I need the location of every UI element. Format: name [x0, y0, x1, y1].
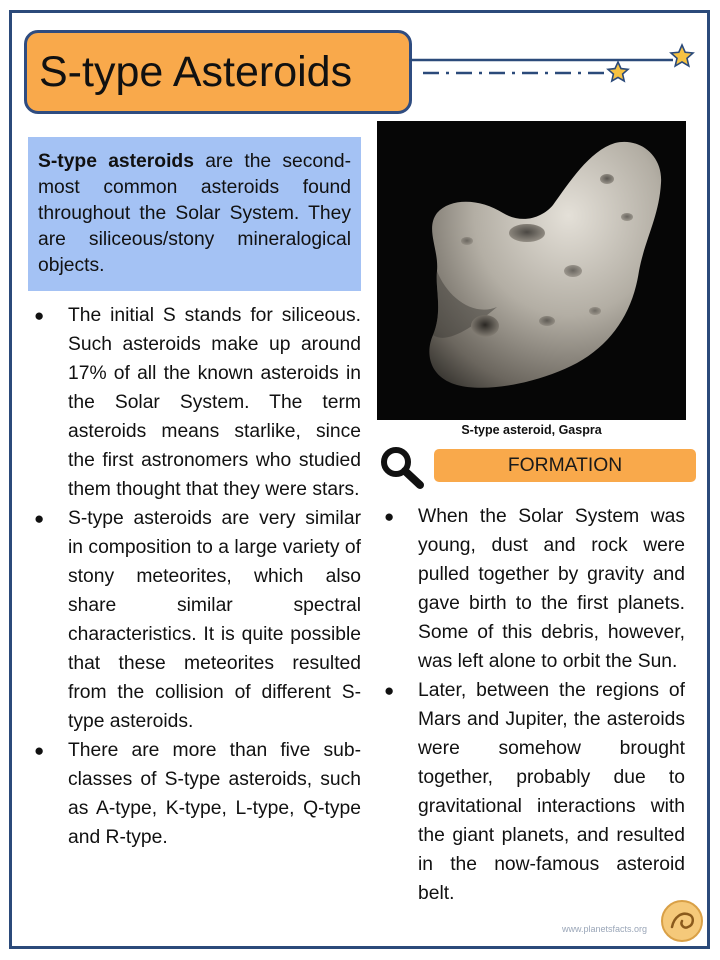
bullet-icon: ● [34, 509, 45, 528]
list-item [28, 736, 361, 852]
intro-term: S-type asteroids [38, 151, 194, 172]
page-title: S-type Asteroids [39, 47, 353, 96]
list-item [28, 301, 361, 504]
section-heading: FORMATION [434, 449, 696, 482]
list-item-text: There are more than five sub-classes of S-type asteroids, such as A-type, K-type, L-type, Q-type and R-type. [68, 740, 361, 848]
list-item [378, 502, 685, 676]
title-banner [24, 30, 412, 114]
star-icon [608, 62, 628, 81]
asteroid-illustration [377, 121, 686, 420]
magnifier-icon [378, 444, 426, 490]
intro-text: are the second-most common asteroids found throughout the Solar System. They are siliceous/stony mineralogical objects. [38, 151, 352, 276]
list-item [378, 676, 685, 908]
list-item-text: When the Solar System was young, dust and rock were pulled together by gravity and gave birth to the first planets. Some of this debris, however, was left alone to orbit the Sun. [418, 506, 685, 672]
list-item-text: Later, between the regions of Mars and Jupiter, the asteroids were somehow brought together, probably due to gravitational interactions with the giant planets, and resulted in the now-famous asteroid belt. [418, 680, 685, 904]
intro-box [28, 137, 361, 291]
bullet-icon: ● [384, 681, 395, 700]
bullet-icon: ● [34, 306, 45, 325]
logo-icon [660, 899, 704, 943]
watermark: www.planetsfacts.org [562, 924, 648, 934]
list-item-text: S-type asteroids are very similar in composition to a large variety of stony meteorites, which also share similar spectral characteristics. It is quite possible that these meteorites resulted from the collision of different S-type asteroids. [68, 508, 361, 732]
list-item [28, 504, 361, 736]
header-decoration [405, 40, 705, 90]
star-icon [671, 45, 693, 66]
facts-list [28, 301, 361, 852]
bullet-icon: ● [384, 507, 395, 526]
list-item-text: The initial S stands for siliceous. Such asteroids make up around 17% of all the known asteroids in the Solar System. The term asteroids means starlike, since the first astronomers who studied them thought that they were stars. [68, 305, 361, 500]
asteroid-photo [377, 121, 686, 420]
photo-caption: S-type asteroid, Gaspra [461, 423, 602, 437]
bullet-icon: ● [34, 741, 45, 760]
formation-list [378, 502, 685, 908]
